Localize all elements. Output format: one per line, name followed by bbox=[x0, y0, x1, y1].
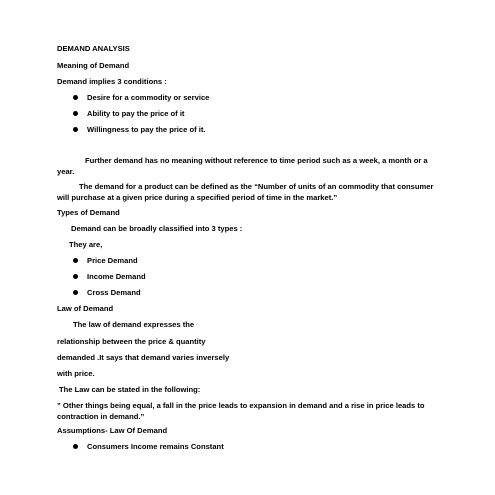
law-line: demanded .It says that demand varies inversely bbox=[57, 353, 230, 362]
implies-text: Demand implies 3 conditions : bbox=[57, 77, 167, 86]
bullet-icon bbox=[73, 95, 78, 100]
bullet-icon bbox=[73, 111, 78, 116]
bullet-icon bbox=[73, 127, 78, 132]
bullet-icon bbox=[73, 444, 78, 449]
assumptions-heading: Assumptions- Law Of Demand bbox=[57, 426, 168, 435]
condition-item: Desire for a commodity or service bbox=[87, 93, 210, 102]
bullet-icon bbox=[73, 258, 78, 263]
they-are-text: They are, bbox=[69, 240, 103, 249]
bullet-icon bbox=[73, 274, 78, 279]
law-line: relationship between the price & quantity bbox=[57, 337, 206, 346]
law-quote: ” Other things being equal, a fall in the price leads to expansion in demand and a rise in price leads to contraction in demand.” bbox=[57, 401, 425, 421]
law-heading: Law of Demand bbox=[57, 304, 114, 313]
time-period-paragraph: Further demand has no meaning without reference to time period such as a week, a month or a year. bbox=[57, 156, 428, 176]
type-item: Price Demand bbox=[87, 256, 138, 265]
types-intro: Demand can be broadly classified into 3 types : bbox=[71, 224, 243, 233]
types-heading: Types of Demand bbox=[57, 208, 120, 217]
condition-item: Willingness to pay the price of it. bbox=[87, 125, 206, 134]
document-title: DEMAND ANALYSIS bbox=[57, 44, 130, 53]
type-item: Income Demand bbox=[87, 272, 146, 281]
law-stated-text: The Law can be stated in the following: bbox=[59, 385, 201, 394]
bullet-icon bbox=[73, 290, 78, 295]
type-item: Cross Demand bbox=[87, 288, 141, 297]
law-line: with price. bbox=[57, 369, 95, 378]
condition-item: Ability to pay the price of it bbox=[87, 109, 185, 118]
definition-paragraph: The demand for a product can be defined as the “Number of units of an commodity that consumer will purchase at a given price during a specified period of time in the market.” bbox=[57, 182, 434, 202]
law-line: The law of demand expresses the bbox=[73, 320, 195, 329]
assumption-item: Consumers Income remains Constant bbox=[87, 442, 224, 451]
meaning-heading: Meaning of Demand bbox=[57, 61, 130, 70]
